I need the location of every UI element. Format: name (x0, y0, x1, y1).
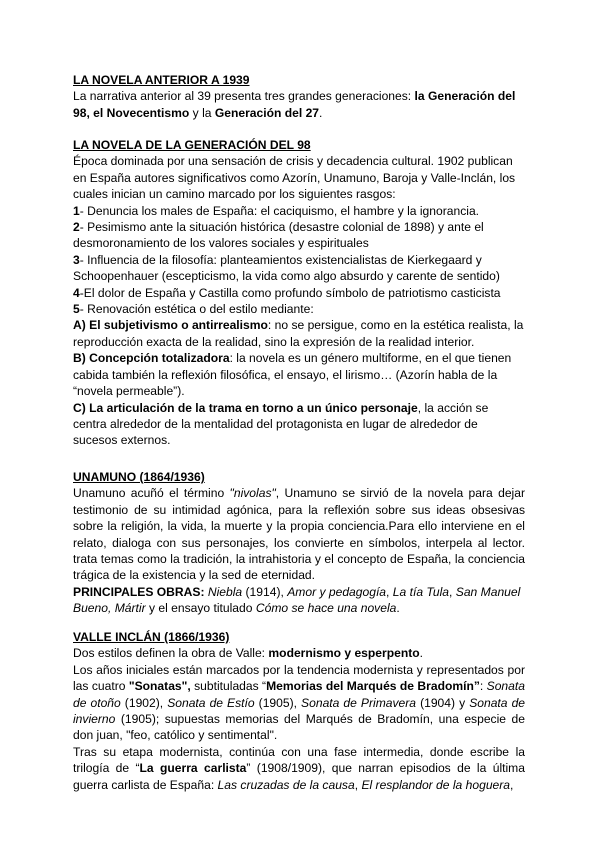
text: La narrativa anterior al 39 presenta tres grandes generaciones: (73, 89, 415, 104)
item-text: - Renovación estética o del estilo mediante: (79, 302, 314, 317)
item-number: 1 (73, 203, 80, 218)
text: : (479, 679, 487, 694)
sub-item-text: : la novela es un género multiforme, en el que tienen cabida también la reflexión filosófica, el ensayo, el lirismo… (Azorín habla de la “novela permeable”). (73, 351, 512, 399)
work-title: Cómo se hace una novela (255, 601, 397, 616)
work-title: San Manuel Bueno, Mártir (73, 584, 521, 616)
italic-text: "nivolas" (229, 486, 276, 501)
bold-text: Memorias del Marqués de Bradomín” (266, 679, 480, 694)
sub-item (73, 317, 525, 350)
item-number: 4 (73, 285, 80, 300)
text: , (354, 777, 362, 792)
bold-text: modernismo y esperpento (268, 646, 420, 661)
text: , Unamuno se sirvió de la novela para dejar testimonio de su intimidad agónica, para la reflexión sobre sus ideas obsesivas sobre la religión, la vida, la muerte y la propia conciencia.Para ello interviene en el relato, dialoga con sus personajes, los convierte en símbolos, interpela al lector. trata temas como la tradición, la intrahistoria y el concepto de España, la conciencia trágica de la existencia y la sed de eternidad. (73, 486, 525, 583)
paragraph (73, 744, 525, 793)
section-unamuno (73, 469, 525, 617)
work-title: Sonata de Estío (167, 695, 255, 710)
section-heading: UNAMUNO (1864/1936) (73, 470, 205, 484)
text: , (386, 584, 393, 599)
text: y la (189, 105, 215, 120)
section-generacion-98 (73, 137, 525, 449)
section-valle-inclan (73, 629, 525, 793)
text: subtituladas “ (190, 679, 267, 694)
item-text: - Influencia de la filosofía: planteamientos existencialistas de Kierkegaard y Schoopenhauer (escepticismo, la vida como algo absurdo y carente de sentido) (73, 252, 500, 284)
text: (1904) y (416, 695, 470, 710)
sub-item (73, 400, 525, 449)
text: , (510, 777, 514, 792)
section-novela-anterior (73, 72, 525, 121)
text: , (449, 584, 456, 599)
text: (1914), (242, 584, 288, 599)
work-title: Sonata de otoño (73, 679, 525, 710)
bold-text: la Generación del 98, el Novecentismo (73, 89, 516, 120)
text: (1905); supuestas memorias del Marqués de Bradomín, una especie de don juan, "feo, católico y sentimental". (73, 712, 525, 743)
sub-item-text: , la acción se centra alrededor de la mentalidad del protagonista en lugar de alrededor de sucesos externos. (73, 400, 489, 448)
text: . (396, 601, 400, 616)
section-heading: LA NOVELA DE LA GENERACIÓN DEL 98 (73, 138, 311, 152)
text: (1905), (254, 695, 302, 710)
paragraph (73, 645, 525, 661)
paragraph (73, 88, 525, 121)
text: . (419, 646, 424, 661)
paragraph (73, 485, 525, 583)
item-text: - Pesimismo ante la situación histórica (desastre colonial de 1898) y ante el desmoronamiento de los valores sociales y espirituales (73, 220, 484, 251)
work-title: Sonata de Primavera (301, 695, 417, 710)
text: (1902), (120, 695, 168, 710)
sub-item (73, 350, 525, 399)
text: Unamuno acuñó el término (73, 486, 230, 501)
work-title: El resplandor de la hoguera (361, 777, 511, 792)
item-text: -El dolor de España y Castilla como profundo símbolo de patriotismo casticista (79, 285, 501, 300)
works-label: PRINCIPALES OBRAS: (73, 584, 205, 599)
item-number: 3 (73, 252, 80, 267)
works-paragraph (73, 584, 525, 617)
bold-text: La guerra carlista (139, 761, 247, 776)
work-title: Amor y pedagogía (287, 584, 387, 599)
text: Dos estilos definen la obra de Valle: (73, 646, 269, 661)
sub-item-title: A) El subjetivismo o antirrealismo (73, 318, 268, 333)
work-title: La tía Tula (392, 584, 450, 599)
sub-item-title: C) La articulación de la trama en torno a un único personaje (73, 400, 418, 415)
list-item (73, 285, 525, 301)
list-item (73, 301, 525, 317)
paragraph (73, 662, 525, 744)
list-item (73, 252, 525, 285)
item-text: - Denuncia los males de España: el caciquismo, el hambre y la ignorancia. (79, 203, 480, 218)
sub-item-title: B) Concepción totalizadora (73, 351, 230, 366)
section-heading: LA NOVELA ANTERIOR A 1939 (73, 73, 250, 87)
item-number: 5 (73, 302, 80, 317)
text: ” (1908/1909), que narran episodios de la última guerra carlista de España: (73, 761, 525, 792)
text: Tras su etapa modernista, continúa con una fase intermedia, donde escribe la trilogía de “ (73, 744, 525, 776)
text: . (319, 105, 323, 120)
item-number: 2 (73, 220, 80, 235)
work-title: Las cruzadas de la causa (217, 777, 355, 792)
list-item (73, 219, 525, 252)
intro-paragraph: Época dominada por una sensación de crisis y decadencia cultural. 1902 publican en España autores significativos como Azorín, Unamuno, Baroja y Valle-Inclán, los cuales inician un camino marcado por los siguientes rasgos: (73, 154, 516, 202)
bold-text: "Sonatas", (128, 679, 191, 694)
text: y el ensayo titulado (145, 601, 256, 616)
work-title: Niebla (207, 584, 243, 599)
list-item (73, 203, 525, 219)
sub-item-text: : no se persigue, como en la estética realista, la reproducción exacta de la realidad, sino la expresión de la realidad interior. (73, 318, 524, 349)
section-heading: VALLE INCLÁN (1866/1936) (73, 630, 230, 644)
text: Los años iniciales están marcados por la tendencia modernista y representados por las cuatro (73, 662, 525, 694)
bold-text: Generación del 27 (214, 105, 320, 120)
work-title: Sonata de invierno (73, 695, 526, 727)
